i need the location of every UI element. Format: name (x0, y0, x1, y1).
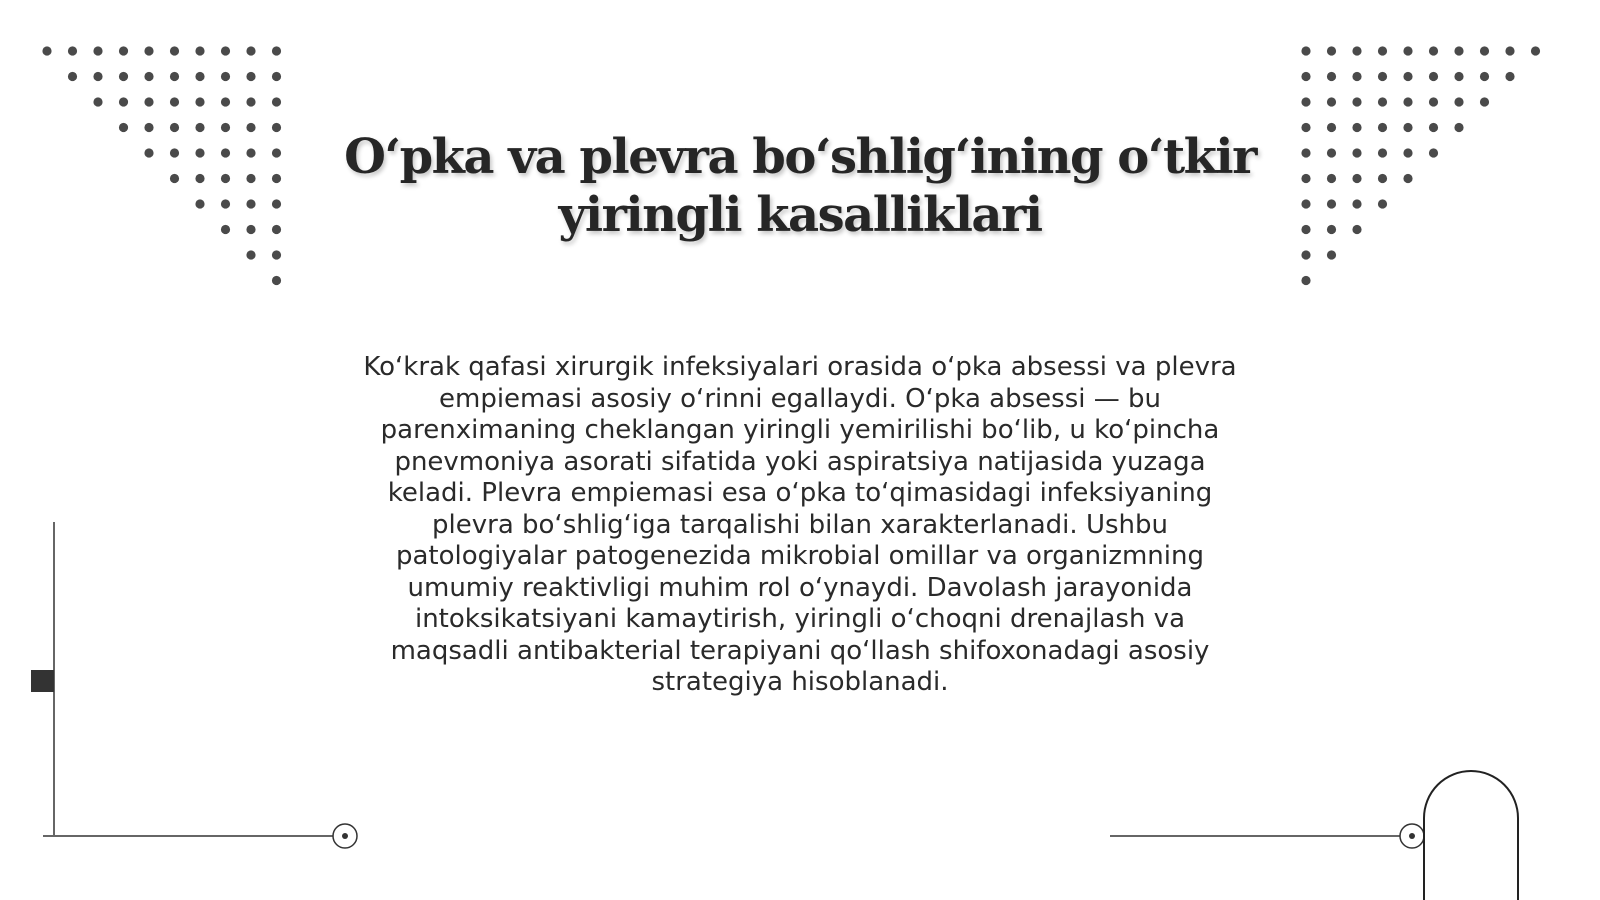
dot (272, 123, 281, 132)
dot (195, 72, 204, 81)
circle-marker-left (333, 824, 357, 848)
dot (170, 174, 179, 183)
dot (1403, 72, 1412, 81)
dot (1378, 148, 1387, 157)
dot (1480, 46, 1489, 55)
dot (1378, 174, 1387, 183)
dot (272, 199, 281, 208)
dot (144, 46, 153, 55)
square-marker (31, 670, 54, 692)
dot (1327, 72, 1336, 81)
dot (221, 46, 230, 55)
dot (1352, 174, 1361, 183)
dot (246, 123, 255, 132)
dot (1505, 72, 1514, 81)
dot (272, 72, 281, 81)
dot (170, 97, 179, 106)
dot (1352, 97, 1361, 106)
dot (272, 148, 281, 157)
dot (246, 199, 255, 208)
dot (119, 123, 128, 132)
dot (221, 225, 230, 234)
dot (119, 72, 128, 81)
dot (119, 46, 128, 55)
dot (221, 174, 230, 183)
dot (1327, 123, 1336, 132)
dot (1352, 199, 1361, 208)
dot (144, 123, 153, 132)
dot (195, 174, 204, 183)
dot (1301, 72, 1310, 81)
dot (1403, 46, 1412, 55)
dot (1327, 97, 1336, 106)
dot (1352, 148, 1361, 157)
dot (1301, 148, 1310, 157)
dot (93, 46, 102, 55)
dot (195, 97, 204, 106)
dot (1480, 72, 1489, 81)
dot (195, 148, 204, 157)
dot (1327, 148, 1336, 157)
dot (246, 250, 255, 259)
dot (221, 148, 230, 157)
dot (1301, 225, 1310, 234)
dot (170, 148, 179, 157)
dot (1429, 72, 1438, 81)
dot (1378, 72, 1387, 81)
dot (1301, 174, 1310, 183)
dot (1480, 97, 1489, 106)
dot (221, 123, 230, 132)
dot (42, 46, 51, 55)
dot (1429, 97, 1438, 106)
dot (1301, 46, 1310, 55)
dot (1429, 148, 1438, 157)
dot (272, 276, 281, 285)
circle-marker-right (1400, 824, 1424, 848)
dot (246, 148, 255, 157)
dot (272, 250, 281, 259)
dot (195, 199, 204, 208)
dot (1454, 97, 1463, 106)
dot (1454, 72, 1463, 81)
dot (68, 46, 77, 55)
dot (272, 174, 281, 183)
dot (1301, 97, 1310, 106)
dot (1352, 72, 1361, 81)
dot (1352, 123, 1361, 132)
dot (1327, 174, 1336, 183)
dot (195, 46, 204, 55)
dot (1429, 46, 1438, 55)
dot (221, 199, 230, 208)
dot (1454, 123, 1463, 132)
dot-pattern-right (1301, 46, 1540, 285)
dot (246, 97, 255, 106)
dot (144, 97, 153, 106)
dot (1327, 225, 1336, 234)
slide-title: O‘pka va plevra bo‘shlig‘ining o‘tkir yiringli kasalliklari (344, 129, 1256, 243)
dot (221, 72, 230, 81)
slide-body-text: Ko‘krak qafasi xirurgik infeksiyalari orasida o‘pka absessi va plevra empiemasi asosiy o‘rinni egallaydi. O‘pka absessi — bu parenximaning cheklangan yiringli yemirilishi bo‘lib, u ko‘pincha pnevmoniya asorati sifatida yoki aspiratsiya natijasida yuzaga keladi. Plevra empiemasi esa o‘pka to‘qimasidagi infeksiyaning plevra bo‘shlig‘iga tarqalishi bilan xarakterlanadi. Ushbu patologiyalar patogenezida mikrobial omillar va organizmning umumiy reaktivligi muhim rol o‘ynaydi. Davolash jarayonida intoksikatsiyani kamaytirish, yiringli o‘choqni drenajlash va maqsadli antibakterial terapiyani qo‘llash shifoxonadagi asosiy strategiya hisoblanadi. (363, 352, 1237, 697)
dot (246, 72, 255, 81)
dot (1327, 199, 1336, 208)
dot (1378, 123, 1387, 132)
dot (1327, 46, 1336, 55)
dot (1301, 199, 1310, 208)
dot (170, 46, 179, 55)
dot (1301, 123, 1310, 132)
dot (170, 123, 179, 132)
dot (144, 148, 153, 157)
dot (1352, 46, 1361, 55)
dot (1531, 46, 1540, 55)
dot (1403, 97, 1412, 106)
dot (1505, 46, 1514, 55)
dot (272, 97, 281, 106)
circle-marker-right-dot (1409, 833, 1415, 839)
dot (119, 97, 128, 106)
dot (1403, 123, 1412, 132)
dot (246, 46, 255, 55)
dot (93, 97, 102, 106)
dot (1378, 199, 1387, 208)
dot (246, 225, 255, 234)
dot (93, 72, 102, 81)
dot (246, 174, 255, 183)
dot-pattern-left (42, 46, 281, 285)
dot (144, 72, 153, 81)
dot (272, 225, 281, 234)
dot (1327, 250, 1336, 259)
dot (1454, 46, 1463, 55)
circle-marker-left-dot (342, 833, 348, 839)
dot (68, 72, 77, 81)
dot (195, 123, 204, 132)
dot (1352, 225, 1361, 234)
dot (1403, 174, 1412, 183)
dot (221, 97, 230, 106)
dot (1378, 97, 1387, 106)
dot (1301, 250, 1310, 259)
dot (272, 46, 281, 55)
dot (1403, 148, 1412, 157)
dot (1429, 123, 1438, 132)
dot (170, 72, 179, 81)
dot (1301, 276, 1310, 285)
arch-shape (1424, 771, 1518, 900)
dot (1378, 46, 1387, 55)
